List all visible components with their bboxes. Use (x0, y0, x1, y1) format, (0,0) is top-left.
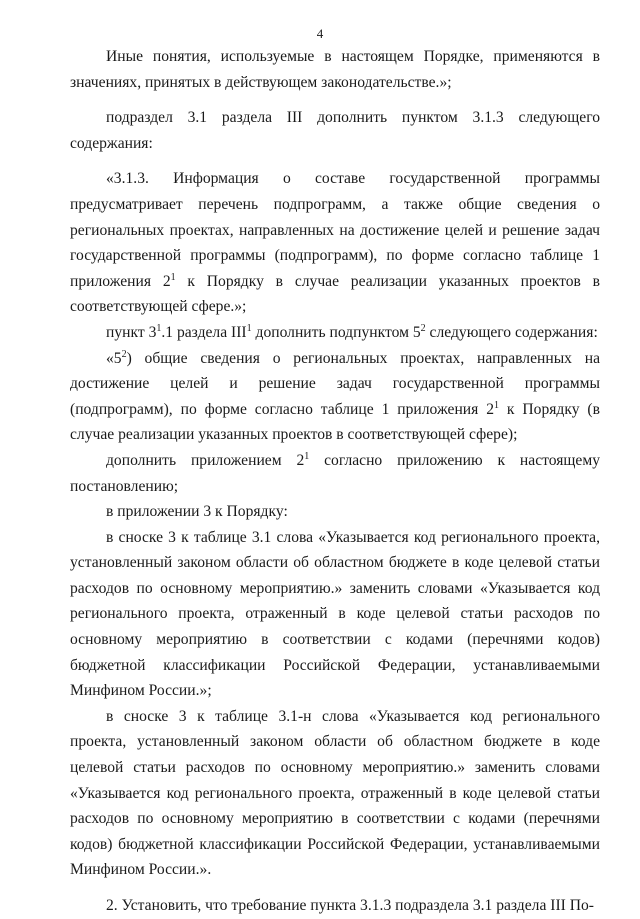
superscript-b: 1 (494, 399, 500, 411)
page-number: 4 (316, 26, 324, 41)
paragraph-4-text-c: дополнить подпунктом 5 (251, 323, 421, 341)
superscript-a: 2 (121, 348, 127, 360)
paragraph-5-text-b: ) общие сведения о региональных проектах, направленных на достижение целей и решение задач государственной программы (подпрограмм), по форме согласно таблице 1 приложения 2 (70, 349, 600, 418)
paragraph-4 (70, 320, 600, 346)
paragraph-7-text: в приложении 3 к Порядку: (106, 503, 288, 521)
superscript-c: 2 (420, 322, 426, 334)
superscript-a: 1 (304, 450, 310, 462)
paragraph-3-text-before: «3.1.3. Информация о составе государственной программы предусматривает перечень подпрограмм, а также общие сведения о региональных проектах, направленных на достижение целей и решение задач государственной программы (подпрограмм), по форме согласно таблице 1 приложения 2 (70, 170, 600, 290)
paragraph-10-text: 2. Установить, что требование пункта 3.1.3 подраздела 3.1 раздела III По- (106, 897, 594, 914)
paragraph-3-text-after: к Порядку в случае реализации указанных проектов в соответствующей сфере.»; (70, 272, 600, 316)
paragraph-4-text-b: .1 раздела III (161, 323, 247, 341)
paragraph-5-text-a: «5 (106, 349, 122, 367)
paragraph-8 (70, 525, 600, 704)
paragraph-9-text: в сноске 3 к таблице 3.1-н слова «Указывается код регионального проекта, установленный законом области об областном бюджете в коде целевой статьи расходов по основному мероприятию.» заменить словами «Указывается код регионального проекта, отраженный в коде целевой статьи расходов по основному мероприятию в соответствии с кодами (перечнями кодов) бюджетной классификации Российской Федерации, устанавливаемыми Минфином России.». (70, 707, 600, 879)
paragraph-8-text: в сноске 3 к таблице 3.1 слова «Указывается код регионального проекта, установленный законом области об областном бюджете в коде целевой статьи расходов по основному мероприятию.» заменить словами «Указывается код регионального проекта, отраженный в коде целевой статьи расходов по основному мероприятию в соответствии с кодами (перечнями кодов) бюджетной классификации Российской Федерации, устанавливаемыми Минфином России.»; (70, 528, 600, 700)
paragraph-4-text-a: пункт 3 (106, 323, 157, 341)
paragraph-9 (70, 704, 600, 883)
paragraph-5 (70, 346, 600, 448)
paragraph-3 (70, 166, 600, 320)
document-body (70, 44, 600, 919)
paragraph-2-text: подраздел 3.1 раздела III дополнить пунктом 3.1.3 следующего содержания: (70, 109, 600, 152)
paragraph-10 (70, 893, 600, 919)
superscript-a: 1 (156, 322, 162, 334)
paragraph-6 (70, 448, 600, 499)
superscript-1: 1 (170, 271, 176, 283)
paragraph-1 (70, 44, 600, 95)
paragraph-6-text-a: дополнить приложением 2 (106, 451, 305, 469)
paragraph-1-text: Иные понятия, используемые в настоящем Порядке, применяются в значениях, принятых в действующем законодательстве.»; (70, 48, 600, 91)
superscript-b: 1 (246, 322, 252, 334)
paragraph-2 (70, 105, 600, 156)
paragraph-4-text-d: следующего содержания: (425, 323, 598, 341)
paragraph-7 (70, 499, 600, 525)
paragraph-6-text-b: согласно приложению к настоящему постановлению; (70, 451, 600, 495)
paragraph-5-text-c: к Порядку (в случае реализации указанных проектов в соответствующей сфере); (70, 400, 600, 444)
